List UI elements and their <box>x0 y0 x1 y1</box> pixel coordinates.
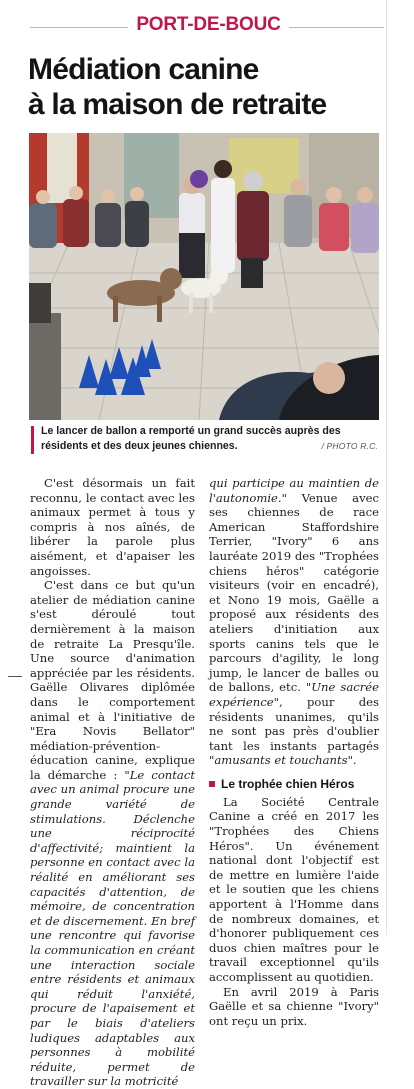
article-column-left <box>30 476 195 1089</box>
headline-line-1: Médiation canine <box>28 53 259 86</box>
margin-mark <box>8 676 22 677</box>
paragraph-intro: C'est désormais un fait reconnu, le contact avec les animaux permet à tous y compris à nos aînés, de libérer la parole plus aisément, et d'apaiser les angoisses. <box>30 476 195 578</box>
caption-accent-bar <box>31 426 34 454</box>
quote-autonomie: qui participe au maintien de l'autonomie." <box>209 476 379 505</box>
photo-illustration <box>29 133 379 420</box>
photo-caption <box>29 423 381 457</box>
quote-experience: Une sacrée expérience <box>209 680 380 709</box>
paragraph-atelier <box>30 578 195 1089</box>
paragraph-trophees: La Société Centrale Canine a créé en 2017 les "Trophées des Chiens Héros". Un événement national dont l'objectif est de mettre en lumière l'aide et le soutien que les chiens apportent à l'Homme dans de nombreux domaines, et d'honorer publiquement ces duos chien maîtres pour le travail exceptionnel qu'ils accomplissent au quotidien. <box>209 794 379 984</box>
text-end: . <box>352 753 357 768</box>
page-edge-rule <box>386 0 387 935</box>
headline-line-2: à la maison de retraite <box>28 88 327 121</box>
article-headline <box>28 52 398 122</box>
paragraph-prix: En avril 2019 à Paris Gaëlle et sa chienne "Ivory" ont reçu un prix. <box>209 984 379 1028</box>
subheading-text: Le trophée chien Héros <box>221 776 355 791</box>
rubric-rule-right <box>289 27 384 28</box>
text-residents: ", pour des résidents unanimes, qu'ils ne sont pas près d'oublier tant les instants partagés <box>209 694 379 753</box>
article-photo <box>29 133 379 420</box>
paragraph-atelier-text: C'est dans ce but qu'un atelier de médiation canine s'est déroulé tout dernièrement à la maison de retraite La Presqu'île. Une source d'animation appréciée par les résidents. Gaëlle Olivares diplômée dans le comportement animal et à l'initiative de "Era Novis Bellator" médiation-prévention-éducation canine, explique la démarche : " <box>30 578 195 782</box>
quote-demarche: Le contact avec un animal procure une grande variété de stimulations. Déclenche une réciprocité d'affectivité; maintient la personne en contact avec la réalité en améliorant ses capacités d'attention, de mémoire, de concentration et de discernement. En bref une rencontre qui favorise la communication en créant une interaction sociale entre résidents et animaux qui réduit l'anxiété, procure de l'apaisement et par le biais d'ateliers ludiques adaptables aux personnes à mobilité réduite, permet de travailler sur la motricité <box>30 767 195 1089</box>
text-chiennes: Venue avec ses chiennes de race American Staffordshire Terrier, "Ivory" 6 ans lauréate 2019 des "Trophées chiens héros" catégorie visiteurs (voir en encadré), et Nono 19 mois, Gaëlle a proposé aux résidents des ateliers d'initiation aux sports canins tels que le parcours d'agility, le long jump, le lancer de balles ou de ballons, etc. " <box>209 490 379 695</box>
section-rubric: PORT-DE-BOUC <box>136 14 281 35</box>
paragraph-continuation <box>209 476 379 768</box>
rubric-rule-left <box>30 27 128 28</box>
article-column-right <box>209 476 379 1028</box>
photo-credit: / PHOTO R.C. <box>318 441 378 451</box>
square-bullet-icon <box>209 781 215 787</box>
quote-amusants: "amusants et touchants" <box>209 753 353 768</box>
caption-text: Le lancer de ballon a remporté un grand succès auprès des résidents et des deux jeunes chiennes. <box>41 425 341 452</box>
box-subheading <box>209 777 379 792</box>
